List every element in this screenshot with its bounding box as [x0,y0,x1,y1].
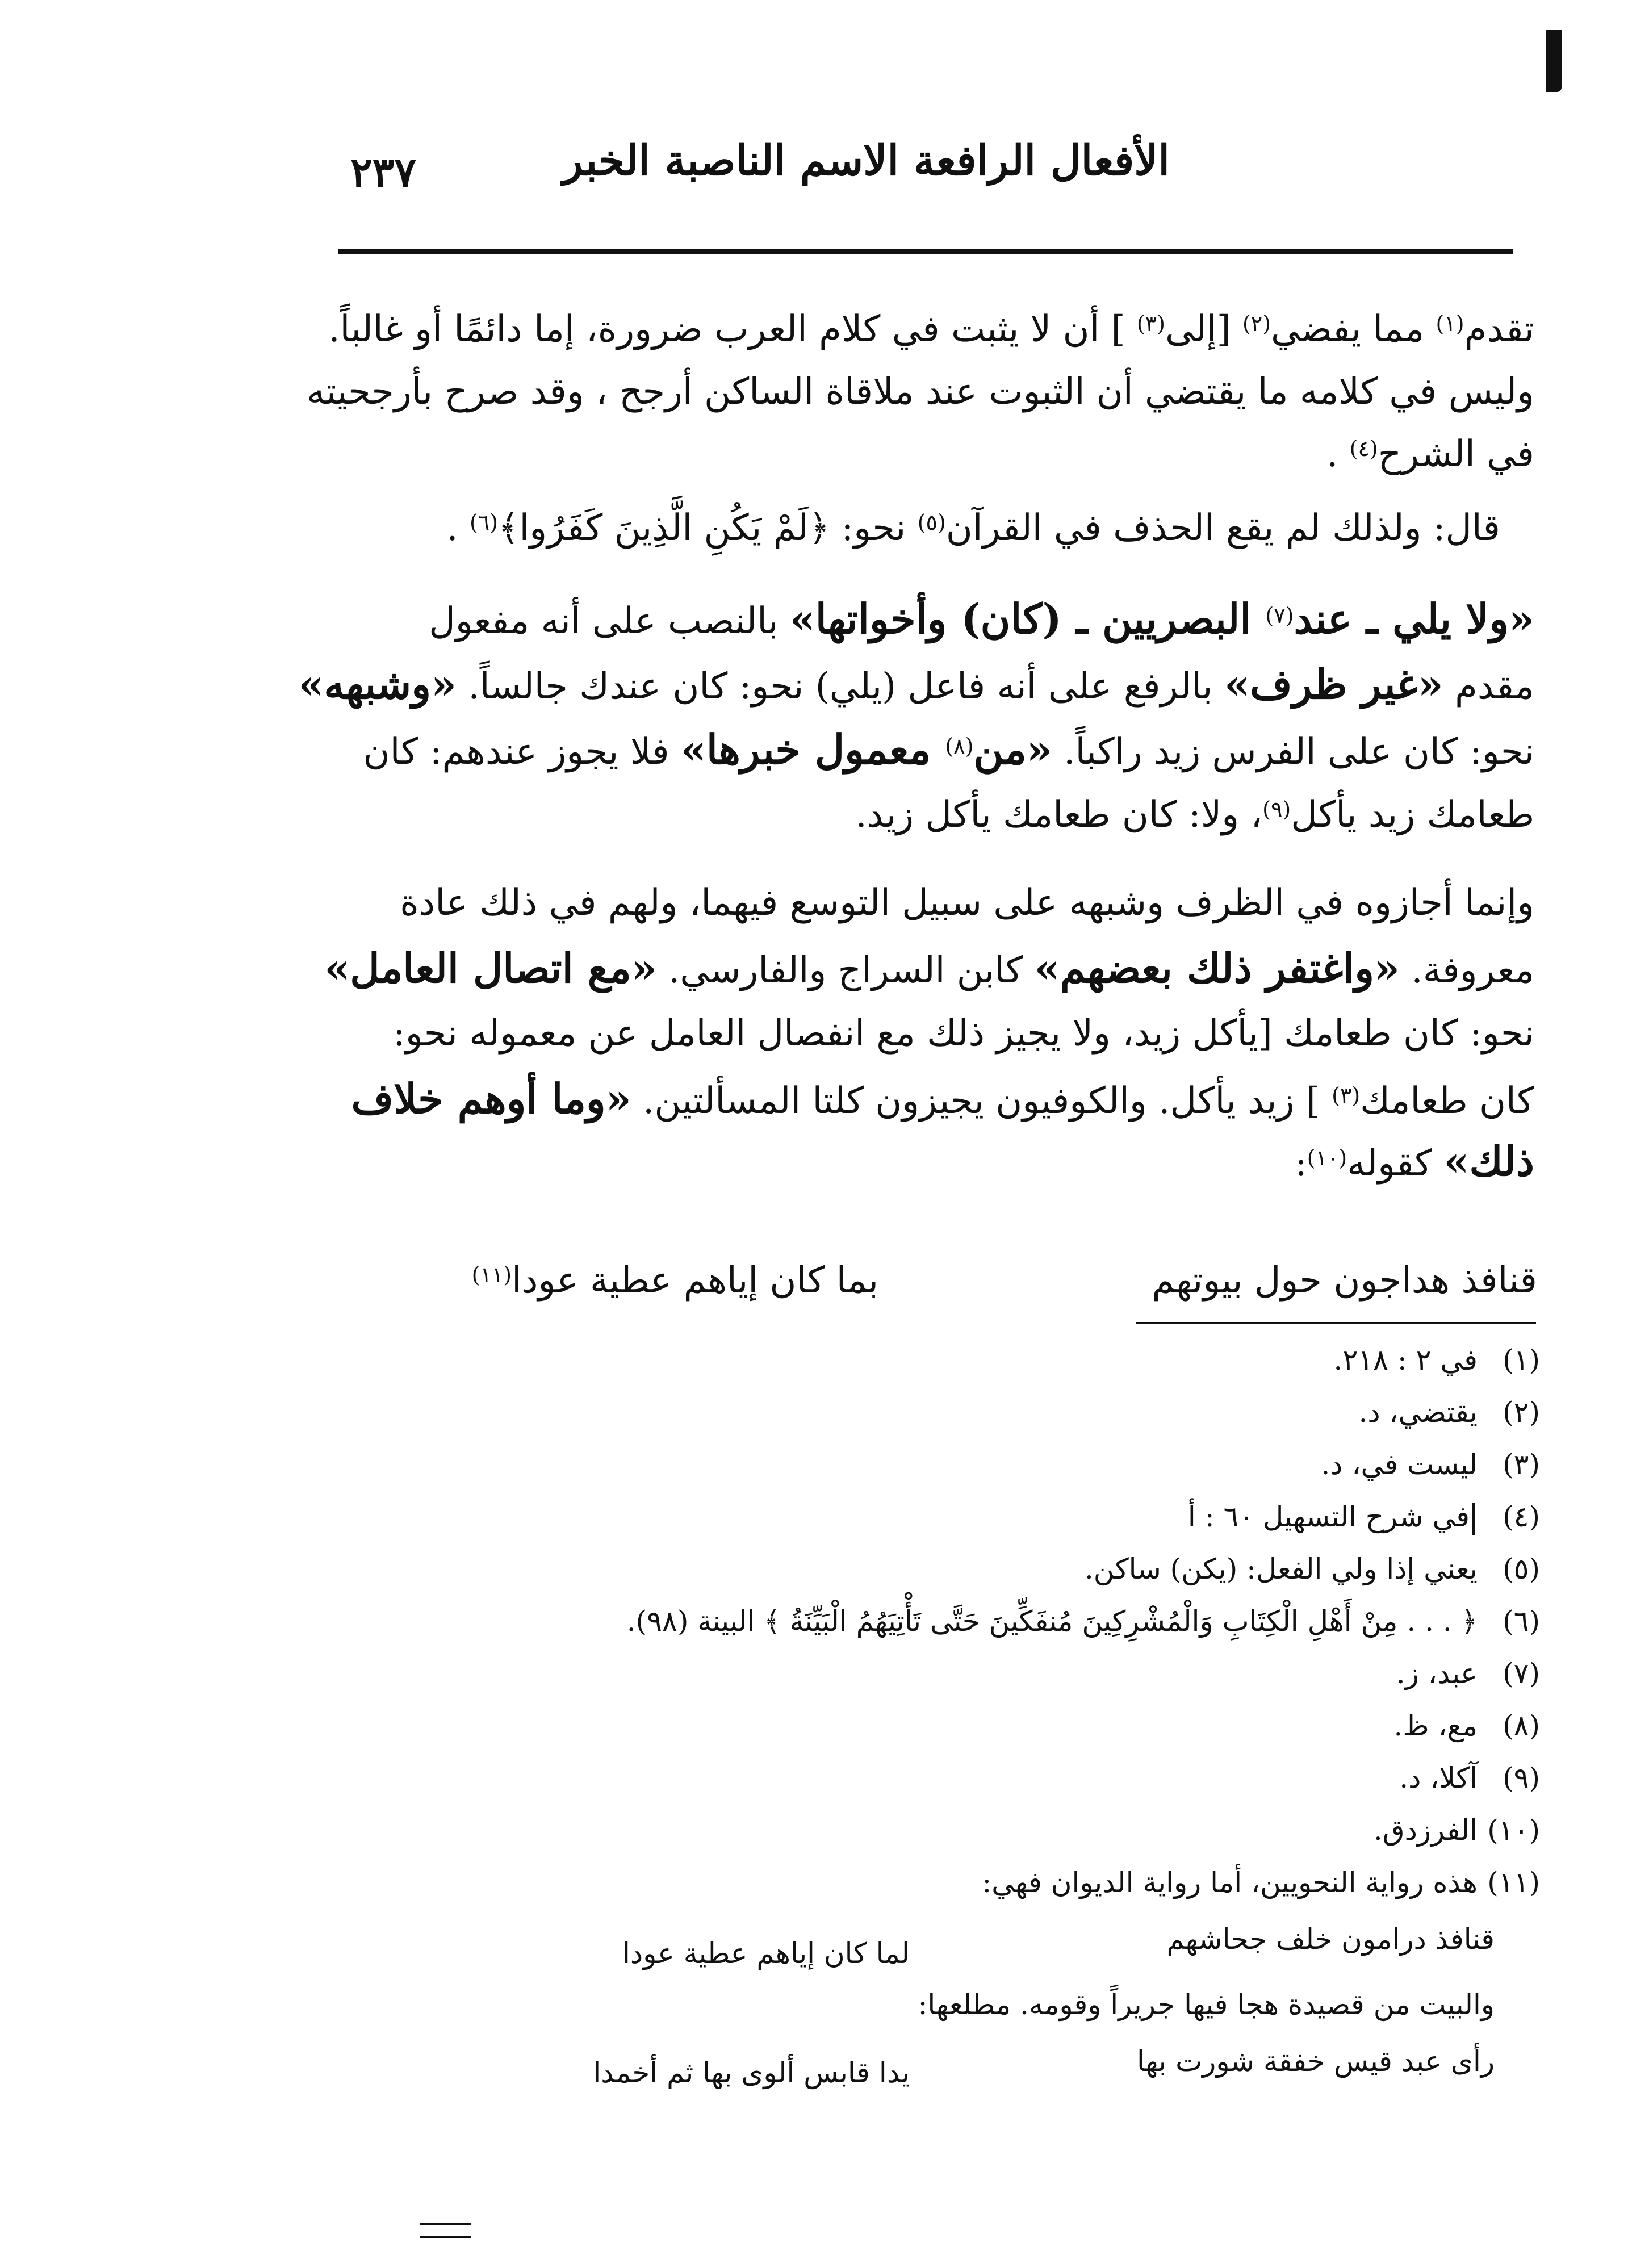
poetry-verse [254,1252,1537,1309]
footnote-text: الفرزدق. [1373,1814,1478,1847]
text: في الشرح [1378,433,1534,475]
footnote-text: هذه رواية النحويين، أما رواية الديوان فهي: [982,1866,1478,1899]
text: معروفة. [1400,949,1534,991]
verse-hemistich-1: قنافذ هداجون حول بيوتهم [1152,1259,1537,1302]
text: قال: ولذلك لم يقع الحذف في القرآن [945,507,1500,549]
footnote-ref-3: (٣) [1136,311,1165,336]
footnote-3 [234,1442,1540,1487]
p3-line-3: نحو: كان طعامك [يأكل زيد، ولا يجيز ذلك مع انفصال العامل عن معموله نحو: [393,1012,1534,1055]
footnote-4 [234,1494,1540,1539]
text: نحو: كان على الفرس زيد راكباً. [1052,731,1534,773]
footnote-10 [234,1807,1540,1853]
verse-hemistich-2 [472,1252,878,1309]
bold-text: «غير ظرف» [1224,660,1443,708]
footnote-ref-8: (٨) [945,734,974,759]
text: مقدم [1443,666,1534,708]
footnote-verse-2-hemistich-1: رأى عبد قيس خفقة شورت بها [1137,2045,1495,2078]
bold-text: «مع اتصال العامل» [324,944,657,992]
footnote-separator-rule [1136,1322,1536,1324]
footnote-8 [234,1703,1540,1748]
footnote-text: عبد، ز. [1396,1657,1478,1690]
text: مما يفضي [1271,308,1436,350]
footnote-11 [234,1860,1540,1905]
footnote-number: (١) [1503,1344,1540,1376]
p3-line-4 [319,1070,1534,1129]
footnote-ref-4: (٤) [1349,436,1378,461]
footnote-text: مع، ظ. [1393,1709,1478,1742]
page-number: ٢٣٧ [350,148,416,196]
footnote-ref-9: (٩) [1262,797,1291,822]
p3-line-2 [319,940,1534,999]
footnote-5 [234,1546,1540,1592]
footnote-ref-11: (١١) [471,1262,512,1287]
quran-quote: نحو: ﴿لَمْ يَكُنِ الَّذِينَ كَفَرُوا﴾ [498,507,918,549]
footnote-verse-intro: والبيت من قصيدة هجا فيها جريراً وقومه. مطلعها: [918,1988,1495,2021]
p1-line-1 [319,301,1534,358]
text: فلا يجوز عندهم: كان [363,731,681,773]
text: كابن السراج والفارسي. [656,949,1035,991]
footnote-text: آكلا، د. [1399,1761,1478,1794]
margin-bar [1472,1503,1475,1535]
corner-ink-mark [1546,30,1562,92]
footnote-2 [234,1390,1540,1435]
end-double-rule [420,2223,471,2238]
footnote-ref-3b: (٣) [1332,1083,1361,1108]
footnote-6 [234,1599,1540,1644]
footnote-7 [234,1651,1540,1696]
footnote-text: يعني إذا ولي الفعل: (يكن) ساكن. [1084,1553,1478,1585]
text: . [446,507,470,549]
text: تقدم [1464,308,1534,350]
text: [إلى [1165,308,1242,350]
footnote-text: ليست في، د. [1321,1448,1478,1481]
footnote-number: (١٠) [1487,1814,1540,1847]
bold-text: «من [973,725,1052,773]
footnote-text: ﴿ . . . مِنْ أَهْلِ الْكِتَابِ وَالْمُشْرِكِينَ مُنفَكِّينَ حَتَّى تَأْتِيَهُمُ الْبَيِّنَةُ ﴾ البينة (٩٨). [626,1605,1478,1638]
p1-line-4 [285,500,1500,556]
bold-text: البصريين ـ (كان) وأخواتها» [789,595,1266,643]
text: ] زيد يأكل. والكوفيون يجيزون كلتا المسألتين. [631,1080,1332,1122]
footnote-ref-2: (٢) [1242,311,1271,336]
footnote-ref-7: (٧) [1265,603,1294,628]
footnote-number: (٩) [1503,1761,1540,1794]
body-text [298,284,1534,1249]
footnote-text: في ٢ : ٢١٨. [1333,1344,1478,1376]
text: : [1295,1143,1307,1185]
bold-text: «واغتفر ذلك بعضهم» [1034,944,1400,992]
p2-line-4 [319,786,1534,843]
p2-line-2 [298,656,1534,715]
footnote-number: (١١) [1487,1866,1540,1899]
p1-line-3 [319,426,1534,483]
footnote-number: (٢) [1503,1396,1540,1429]
text: طعامك زيد يأكل [1291,794,1534,836]
p3-line-1: وإنما أجازوه في الظرف وشبهه على سبيل التوسع فيهما، ولهم في ذلك عادة [400,882,1534,924]
footnote-1 [234,1337,1540,1383]
footnote-text: يقتضي، د. [1358,1396,1478,1429]
text: بالرفع على أنه فاعل (يلي) نحو: كان عندك جالساً. [457,666,1224,708]
footnote-number: (٧) [1503,1657,1540,1690]
p3-line-5 [319,1133,1534,1192]
footnote-number: (٨) [1503,1709,1540,1742]
footnote-verse-1-hemistich-1: قنافذ درامون خلف جحاشهم [1166,1923,1495,1956]
bold-text: ذلك» [1443,1137,1534,1185]
bold-text: «وما أوهم خلاف [351,1074,631,1123]
footnote-text: في شرح التسهيل ٦٠ : أ [1187,1500,1470,1533]
footnotes [234,1337,1540,2217]
footnote-number: (٤) [1503,1500,1540,1533]
bold-text: «ولا يلي ـ عند [1294,595,1534,643]
text: كقوله [1347,1143,1444,1185]
p2-line-3 [319,721,1534,780]
running-header-title: الأفعال الرافعة الاسم الناصبة الخبر [562,136,1170,185]
header-rule [338,249,1513,254]
text: . [1326,433,1350,475]
text: بالنصب على أنه مفعول [429,600,790,642]
bold-text: معمول خبرها» [680,725,945,773]
footnote-number: (٣) [1503,1448,1540,1481]
footnote-number: (٦) [1503,1605,1540,1638]
text: ، ولا: كان طعامك يأكل زيد. [855,794,1263,836]
footnote-verse-2-hemistich-2: يدا قابس ألوى بها ثم أخمدا [593,2056,910,2089]
footnote-ref-6: (٦) [469,510,499,535]
p1-line-2: وليس في كلامه ما يقتضي أن الثبوت عند ملاقاة الساكن أرجح ، وقد صرح بأرجحيته [307,371,1534,413]
footnote-ref-10: (١٠) [1307,1145,1347,1170]
bold-text: «وشبهه» [298,660,457,708]
footnote-9 [234,1755,1540,1801]
text: بما كان إياهم عطية عودا [512,1259,878,1302]
footnote-verse-1-hemistich-2: لما كان إياهم عطية عودا [622,1937,910,1970]
footnote-ref-5: (٥) [917,510,946,535]
footnote-ref-1: (١) [1436,311,1464,336]
footnote-number: (٥) [1503,1553,1540,1585]
p2-line-1 [319,591,1534,650]
text: كان طعامك [1360,1080,1534,1122]
text: ] أن لا يثبت في كلام العرب ضرورة، إما دائمًا أو غالباً. [328,308,1137,350]
